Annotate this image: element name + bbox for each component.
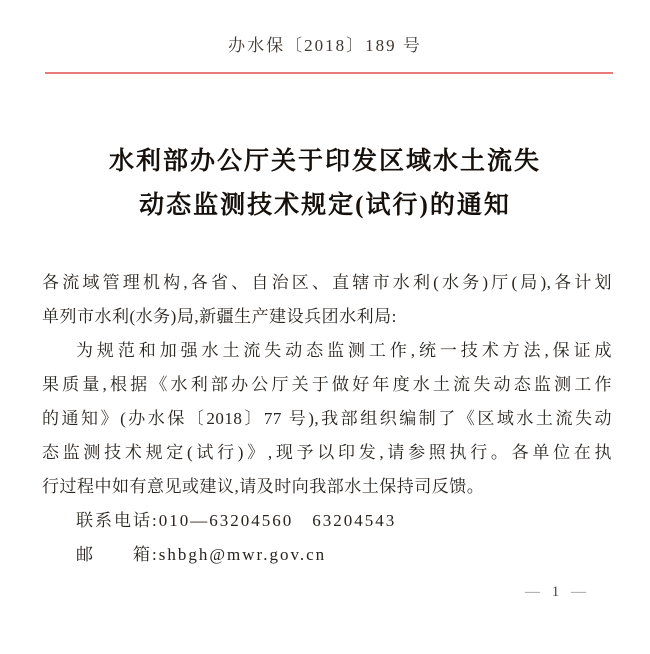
- recipients-line: 单列市水利(水务)局,新疆生产建设兵团水利局:: [42, 307, 397, 326]
- page-number-value: 1: [551, 584, 564, 600]
- document-page: [0, 34, 650, 654]
- title-line-1: 水利部办公厅关于印发区域水土流失: [108, 148, 541, 175]
- page-number-right-dash: —: [571, 584, 590, 600]
- body-line: 果质量,根据《水利部办公厅关于做好年度水土流失动态监测工作: [42, 375, 612, 394]
- contact-email-line: 邮 箱:shbgh@mwr.gov.cn: [76, 545, 327, 564]
- page-number-left-dash: —: [525, 584, 544, 600]
- body-line: 为规范和加强水土流失动态监测工作,统一技术方法,保证成: [76, 341, 612, 360]
- body-line: 的通知》(办水保〔2018〕77 号),我部组织编制了《区域水土流失动: [42, 409, 612, 428]
- body-line: 行过程中如有意见或建议,请及时向我部水土保持司反馈。: [42, 477, 485, 496]
- contact-phone-line: 联系电话:010—63204560 63204543: [76, 511, 397, 530]
- recipients-line: 各流域管理机构,各省、自治区、直辖市水利(水务)厅(局),各计划: [42, 273, 612, 292]
- document-title: [0, 140, 650, 228]
- red-divider-line: [45, 72, 613, 74]
- notice-document: [0, 34, 650, 654]
- document-number: 办水保〔2018〕189 号: [228, 36, 422, 55]
- body-line: 态监测技术规定(试行)》,现予以印发,请参照执行。各单位在执: [42, 443, 612, 462]
- page-number: [0, 582, 590, 602]
- document-body: [42, 266, 612, 572]
- title-line-2: 动态监测技术规定(试行)的通知: [139, 192, 511, 219]
